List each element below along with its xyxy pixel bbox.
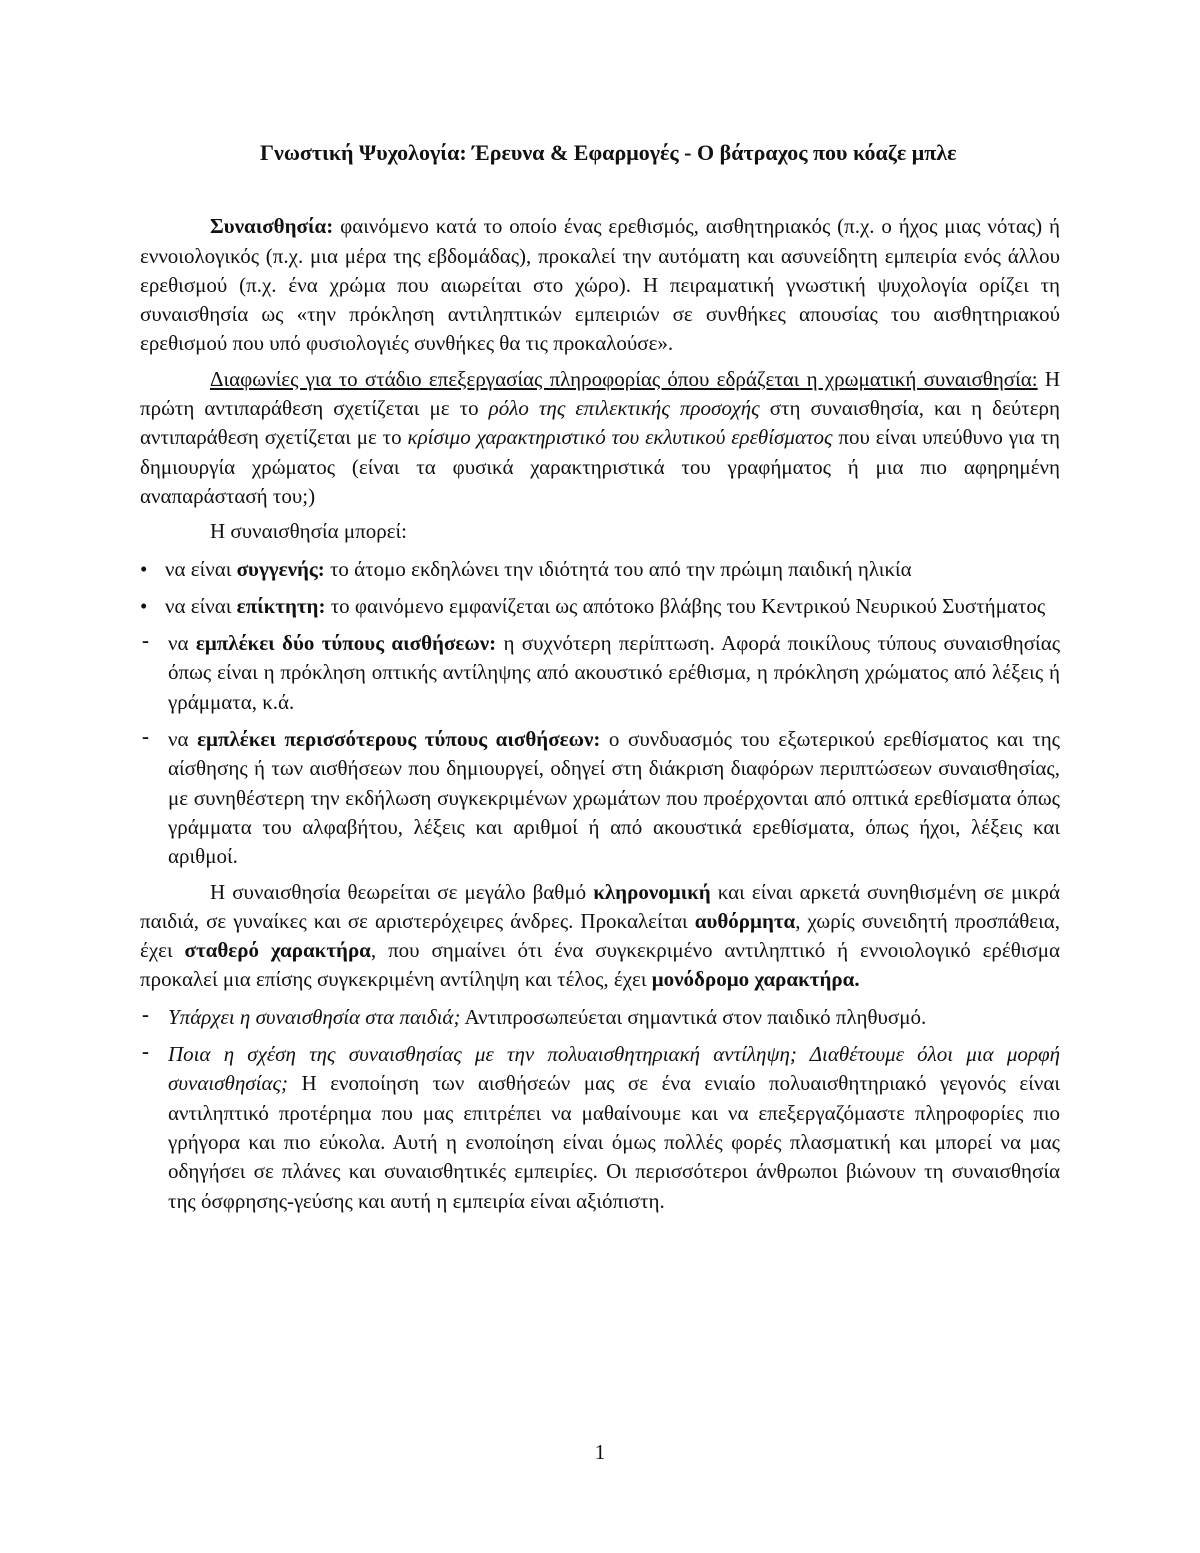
disagreements-heading: Διαφωνίες για το στάδιο επεξεργασίας πληροφορίας όπου εδράζεται η χρωματική συναισθησία: [210, 366, 1038, 391]
dash-marker: - [142, 1001, 149, 1026]
document-title: Γνωστική Ψυχολογία: Έρευνα & Εφαρμογές - Ο βάτραχος που κόαζε μπλε [260, 140, 957, 165]
list-item: - να εμπλέκει περισσότερους τύπους αισθήσεων: ο συνδυασμός του εξωτερικού ερεθίσματος και της αίσθησης ή των αισθήσεων που δημιουργεί, οδηγεί στη διάκριση διαφόρων περιπτώσεων συναισθησίας, με συνηθέστερη την εκδήλωση συγκεκριμένων χρωμάτων που προέρχονται από οπτικά ερεθίσματα όπως γράμματα του αλφαβήτου, λέξεις και αριθμοί ή από ακουστικά ερεθίσματα, όπως ήχοι, λέξεις και αριθμοί. [142, 724, 1060, 869]
types-intro: Η συναισθησία μπορεί: [210, 519, 408, 544]
definition-paragraph: Συναισθησία: φαινόμενο κατά το οποίο ένας ερεθισμός, αισθητηριακός (π.χ. ο ήχος μιας νότας) ή εννοιολογικός (π.χ. μια μέρα της εβδομάδας), προκαλεί την αυτόματη και ασυνείδητη εμπειρία ενός άλλου ερεθισμού (π.χ. ένα χρώμα που αιωρείται στο χώρο). Η πειραματική γνωστική ψυχολογία ορίζει τη συναισθησία ως «την πρόκληση αντιληπτικών εμπειριών σε συνθήκες απουσίας του αισθητηριακού ερεθισμού που υπό φυσιολογιές συνθήκες θα τις προκαλούσε». [140, 214, 1060, 356]
document-body [140, 138, 1060, 1216]
dash-marker: - [142, 724, 149, 749]
list-item: - Υπάρχει η συναισθησία στα παιδιά; Αντιπροσωπεύεται σημαντικά στον παιδικό πληθυσμό. [142, 1001, 927, 1029]
dash-marker: - [142, 628, 149, 653]
bullet-marker: • [140, 556, 148, 581]
bullet-marker: • [140, 593, 148, 618]
disagreements-paragraph: Διαφωνίες για το στάδιο επεξεργασίας πληροφορίας όπου εδράζεται η χρωματική συναισθησία: Η πρώτη αντιπαράθεση σχετίζεται με το ρόλο της επιλεκτικής προσοχής στη συναισθησία, και η δεύτερη αντιπαράθεση σχετίζεται με το κρίσιμο χαρακτηριστικό του εκλυτικού ερεθίσματος που είναι υπεύθυνο για τη δημιουργία χρώματος (είναι τα φυσικά χαρακτηριστικά του γραφήματος ή μια πιο αφηρημένη αναπαράστασή του;) [140, 366, 1061, 508]
list-item: - να εμπλέκει δύο τύπους αισθήσεων: η συχνότερη περίπτωση. Αφορά ποικίλους τύπους συναισθησίας όπως είναι η πρόκληση οπτικής αντίληψης από ακουστικό ερέθισμα, η πρόκληση χρώματος από λέξεις ή γράμματα, κ.ά. [142, 628, 1061, 714]
list-item: • να είναι επίκτητη: το φαινόμενο εμφανίζεται ως απότοκο βλάβης του Κεντρικού Νευρικού Συστήματος [140, 592, 1060, 621]
definition-term: Συναισθησία: [210, 214, 334, 239]
list-item: • να είναι συγγενής: το άτομο εκδηλώνει την ιδιότητά του από την πρώιμη παιδική ηλικία [140, 555, 1060, 584]
heredity-paragraph: Η συναισθησία θεωρείται σε μεγάλο βαθμό κληρονομική και είναι αρκετά συνηθισμένη σε μικρά παιδιά, σε γυναίκες και σε αριστερόχειρες άνδρες. Προκαλείται αυθόρμητα, χωρίς συνειδητή προσπάθεια, έχει σταθερό χαρακτήρα, που σημαίνει ότι ένα συγκεκριμένο αντιληπτικό ή εννοιολογικό ερέθισμα προκαλεί μια επίσης συγκεκριμένη αντίληψη και τέλος, έχει μονόδρομο χαρακτήρα. [140, 879, 1060, 992]
page-number: 1 [594, 1440, 606, 1464]
dash-marker: - [142, 1039, 149, 1064]
list-item: - Ποια η σχέση της συναισθησίας με την πολυαισθητηριακή αντίληψη; Διαθέτουμε όλοι μια μορφή συναισθησίας; Η ενοποίηση των αισθήσεών μας σε ένα ενιαίο πολυαισθητηριακό γεγονός είναι αντιληπτικό προτέρημα που μας επιτρέπει να μαθαίνουμε και να επεξεργαζόμαστε πληροφορίες πιο γρήγορα και πιο εύκολα. Αυτή η ενοποίηση είναι όμως πολλές φορές πλασματική και μπορεί να μας οδηγήσει σε πλάνες και συναισθητικές εμπειρίες. Οι περισσότεροι άνθρωποι βιώνουν τη συναισθησία της όσφρησης-γεύσης και αυτή η εμπειρία είναι αξιόπιστη. [142, 1039, 1060, 1213]
